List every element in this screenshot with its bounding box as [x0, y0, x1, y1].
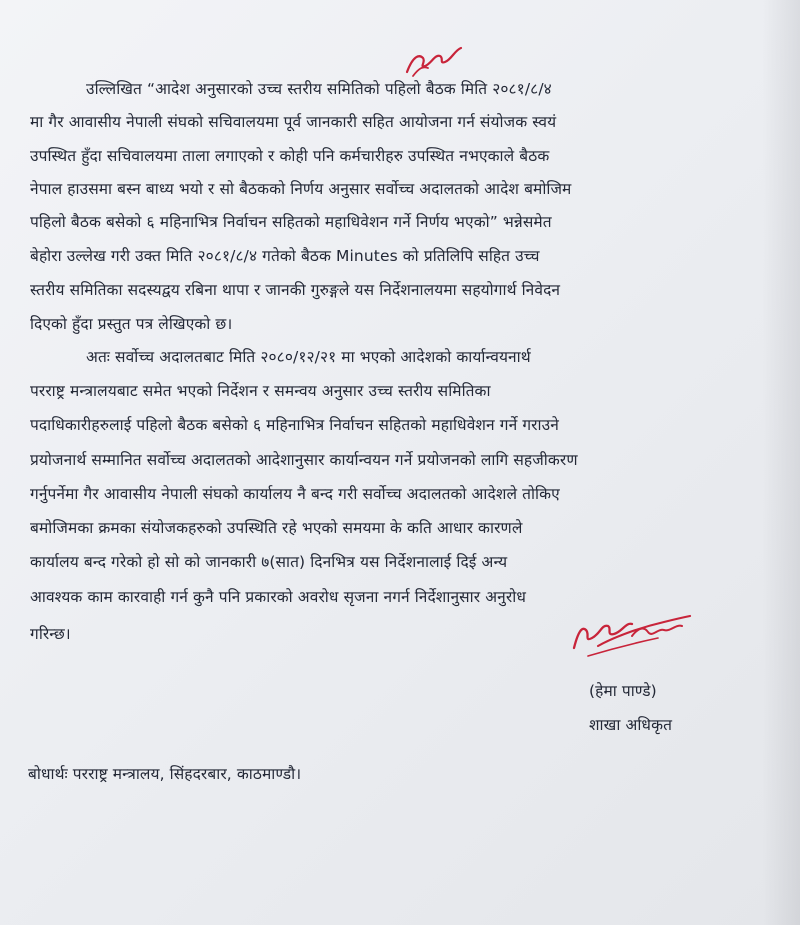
paragraph-2-line-8: आवश्यक काम कारवाही गर्न कुनै पनि प्रकारको अवरोध सृजना नगर्न निर्देशानुसार अनुरोध — [30, 588, 526, 606]
paragraph-1-line-6: बेहोरा उल्लेख गरी उक्त मिति २०८१/८/४ गतेको बैठक Minutes को प्रतिलिपि सहित उच्च — [30, 247, 540, 265]
paragraph-2-line-7: कार्यालय बन्द गरेको हो सो को जानकारी ७(सात) दिनभित्र यस निर्देशनालाई दिई अन्य — [30, 553, 508, 571]
paragraph-2-line-3: पदाधिकारीहरुलाई पहिलो बैठक बसेको ६ महिनाभित्र निर्वाचन सहितको महाधिवेशन गर्ने गराउने — [30, 416, 559, 434]
paragraph-2-line-6: बमोजिमका क्रमका संयोजकहरुको उपस्थिति रहे भएको समयमा के कति आधार कारणले — [30, 519, 523, 537]
paragraph-2-line-1: अतः सर्वोच्च अदालतबाट मिति २०८०/१२/२१ मा भएको आदेशको कार्यान्वयनार्थ — [86, 348, 531, 366]
paragraph-2-line-4: प्रयोजनार्थ सम्मानित सर्वोच्च अदालतको आदेशानुसार कार्यान्वयन गर्ने प्रयोजनको लागि सहजीकरण — [30, 451, 578, 469]
paragraph-1-line-4: नेपाल हाउसमा बस्न बाध्य भयो र सो बैठकको निर्णय अनुसार सर्वोच्च अदालतको आदेश बमोजिम — [30, 180, 572, 198]
cc-line: बोधार्थः परराष्ट्र मन्त्रालय, सिंहदरबार, काठमाण्डौ। — [28, 765, 302, 783]
signatory-title: शाखा अधिकृत — [589, 716, 673, 734]
paragraph-2-line-5: गर्नुपर्नेमा गैर आवासीय नेपाली संघको कार्यालय नै बन्द गरी सर्वोच्च अदालतको आदेशले तोकिए — [30, 485, 560, 503]
paragraph-2-line-9: गरिन्छ। — [30, 625, 71, 643]
paragraph-1-line-8: दिएको हुँदा प्रस्तुत पत्र लेखिएको छ। — [30, 315, 233, 333]
paragraph-1-line-3: उपस्थित हुँदा सचिवालयमा ताला लगाएको र कोही पनि कर्मचारीहरु उपस्थित नभएकाले बैठक — [30, 147, 550, 165]
paper-shadow — [762, 0, 800, 925]
initials-signature — [395, 40, 465, 82]
paragraph-1-line-1: उल्लिखित “आदेश अनुसारको उच्च स्तरीय समितिको पहिलो बैठक मिति २०८१/८/४ — [86, 80, 552, 98]
paragraph-1-line-5: पहिलो बैठक बसेको ६ महिनाभित्र निर्वाचन सहितको महाधिवेशन गर्ने निर्णय भएको” भन्नेसमेत — [30, 213, 552, 231]
handwritten-signature — [568, 604, 698, 662]
paragraph-1-line-2: मा गैर आवासीय नेपाली संघको सचिवालयमा पूर्व जानकारी सहित आयोजना गर्न संयोजक स्वयं — [30, 113, 557, 131]
paragraph-2-line-2: परराष्ट्र मन्त्रालयबाट समेत भएको निर्देशन र समन्वय अनुसार उच्च स्तरीय समितिका — [30, 382, 491, 400]
signatory-name: (हेमा पाण्डे) — [589, 682, 657, 700]
paragraph-1-line-7: स्तरीय समितिका सदस्यद्वय रबिना थापा र जानकी गुरुङ्गले यस निर्देशनालयमा सहयोगार्थ निवेदन — [30, 281, 561, 299]
